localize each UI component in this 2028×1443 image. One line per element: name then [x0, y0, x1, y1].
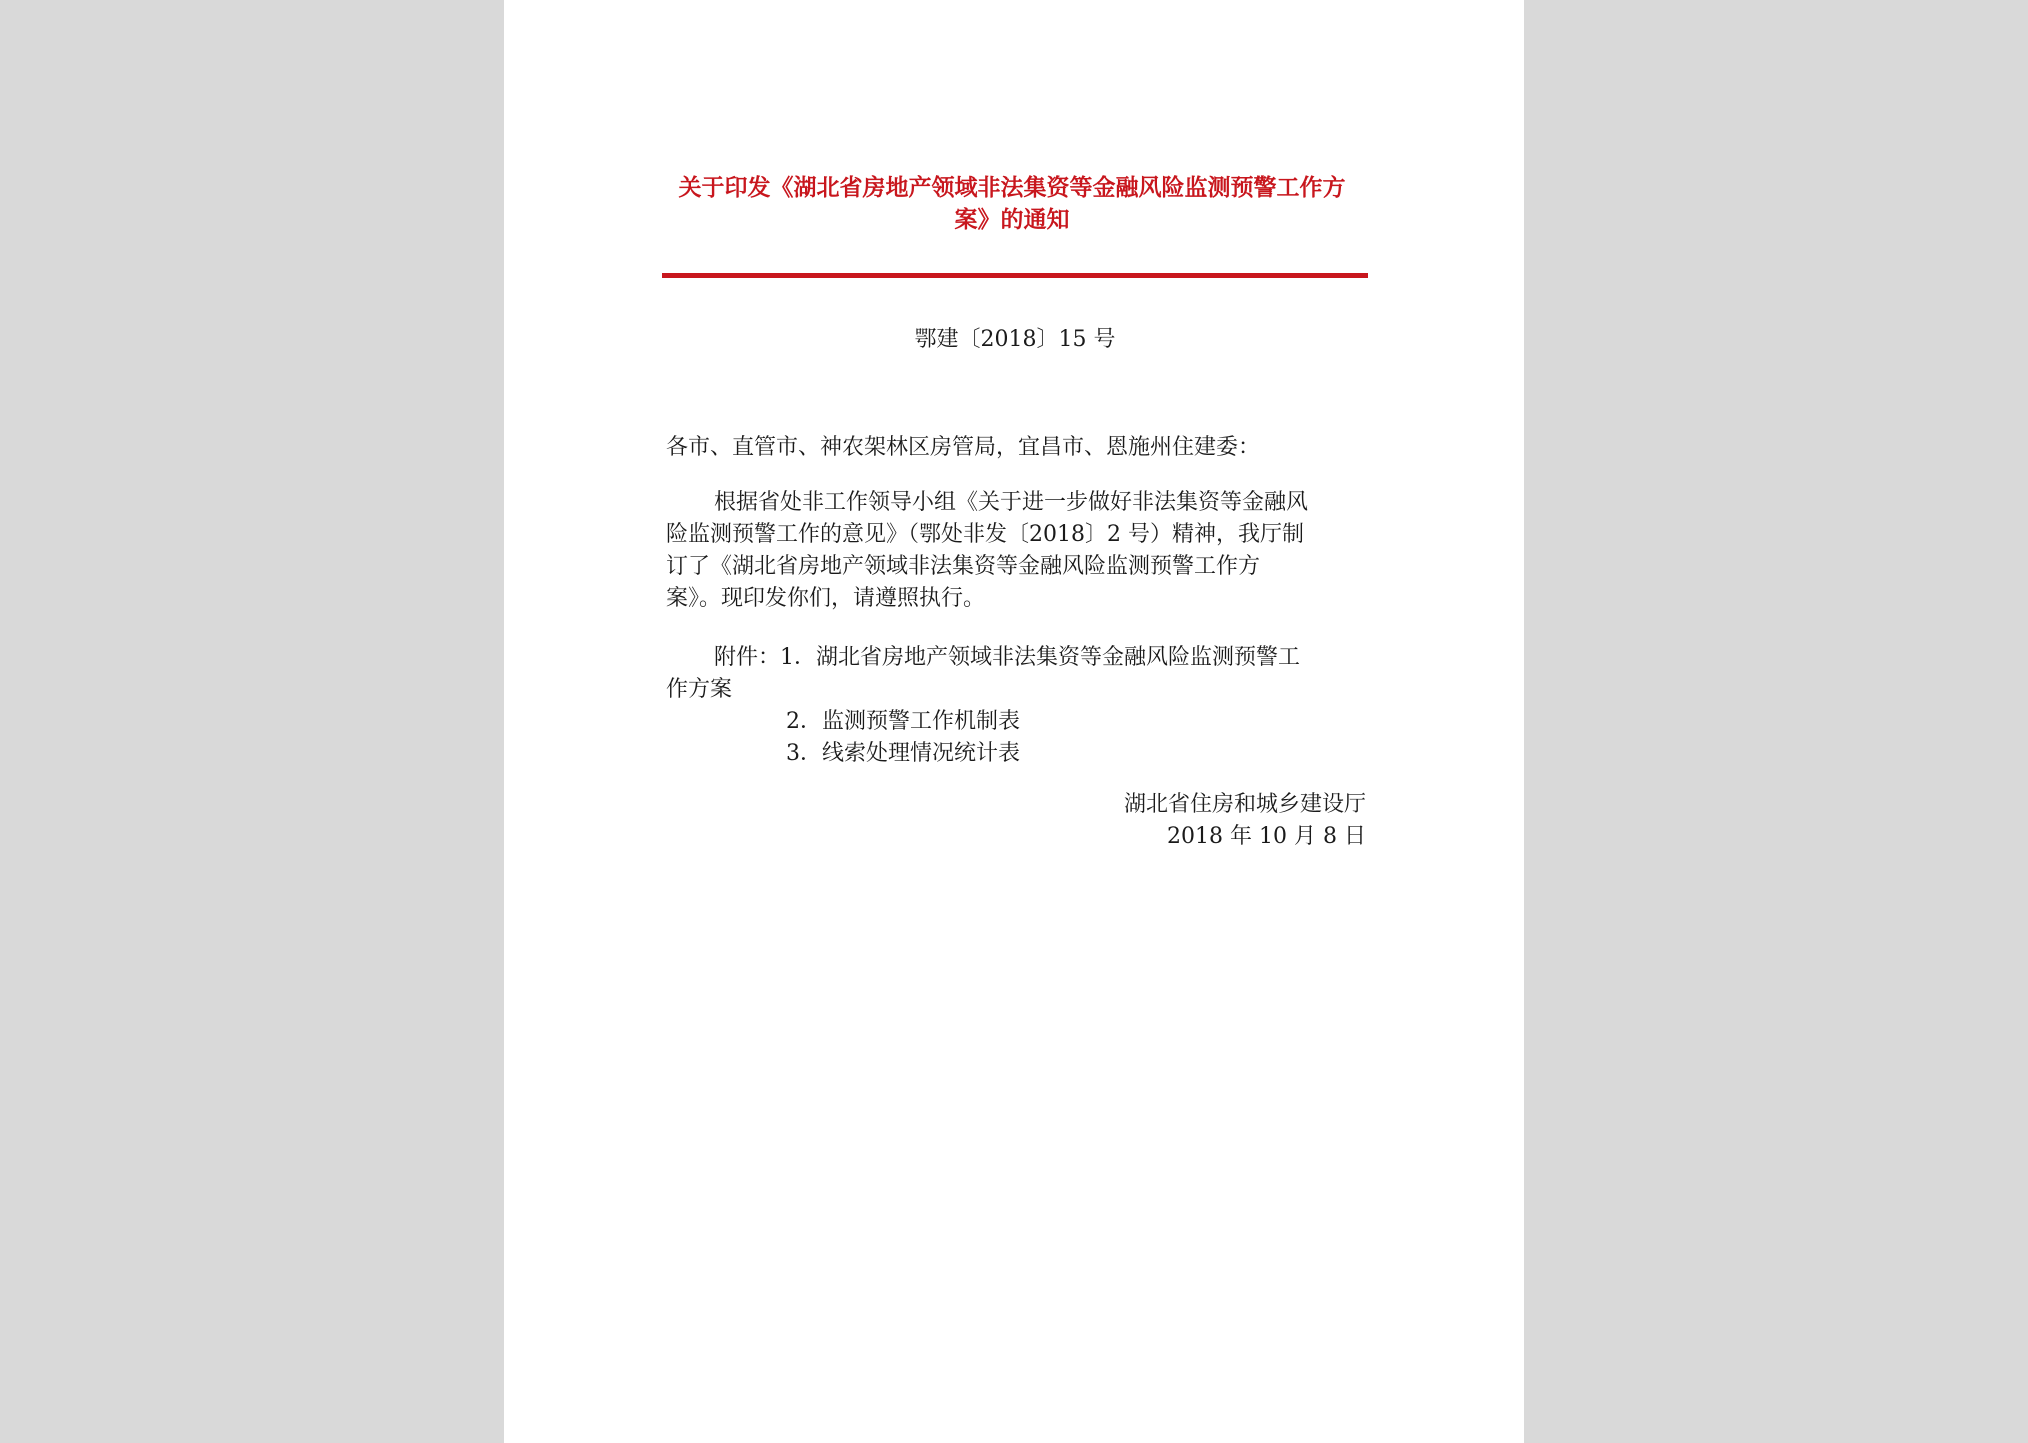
attachment-item-3: 3．线索处理情况统计表: [786, 741, 1020, 766]
addressee-line: 各市、直管市、神农架林区房管局，宜昌市、恩施州住建委：: [666, 435, 1261, 460]
attachment-item-1-continued: 作方案: [666, 677, 733, 702]
body-paragraph: [666, 487, 1366, 615]
issuer-name: 湖北省住房和城乡建设厅: [1123, 792, 1366, 817]
attachment-item-1: 附件：1．湖北省房地产领域非法集资等金融风险监测预警工: [714, 645, 1300, 670]
document-title: [654, 172, 1370, 236]
paragraph-line-2: 险监测预警工作的意见》（鄂处非发〔2018〕2 号）精神，我厅制: [666, 522, 1304, 547]
paragraph-line-3: 订了《湖北省房地产领域非法集资等金融风险监测预警工作方: [666, 554, 1261, 579]
paragraph-line-4: 案》。现印发你们，请遵照执行。: [666, 586, 986, 611]
document-number: 鄂建〔2018〕15 号: [914, 327, 1116, 352]
title-line-1: 关于印发《湖北省房地产领域非法集资等金融风险监测预警工作方: [678, 175, 1346, 201]
title-line-2: 案》的通知: [954, 207, 1070, 233]
document-page: [504, 0, 1524, 1443]
signature-block: [804, 789, 1366, 853]
attachments-list: [666, 642, 1366, 770]
paragraph-line-1: 根据省处非工作领导小组《关于进一步做好非法集资等金融风: [714, 490, 1309, 515]
attachment-item-2: 2．监测预警工作机制表: [786, 709, 1020, 734]
red-header-rule: [662, 273, 1368, 278]
issue-date: 2018 年 10 月 8 日: [1167, 824, 1366, 849]
